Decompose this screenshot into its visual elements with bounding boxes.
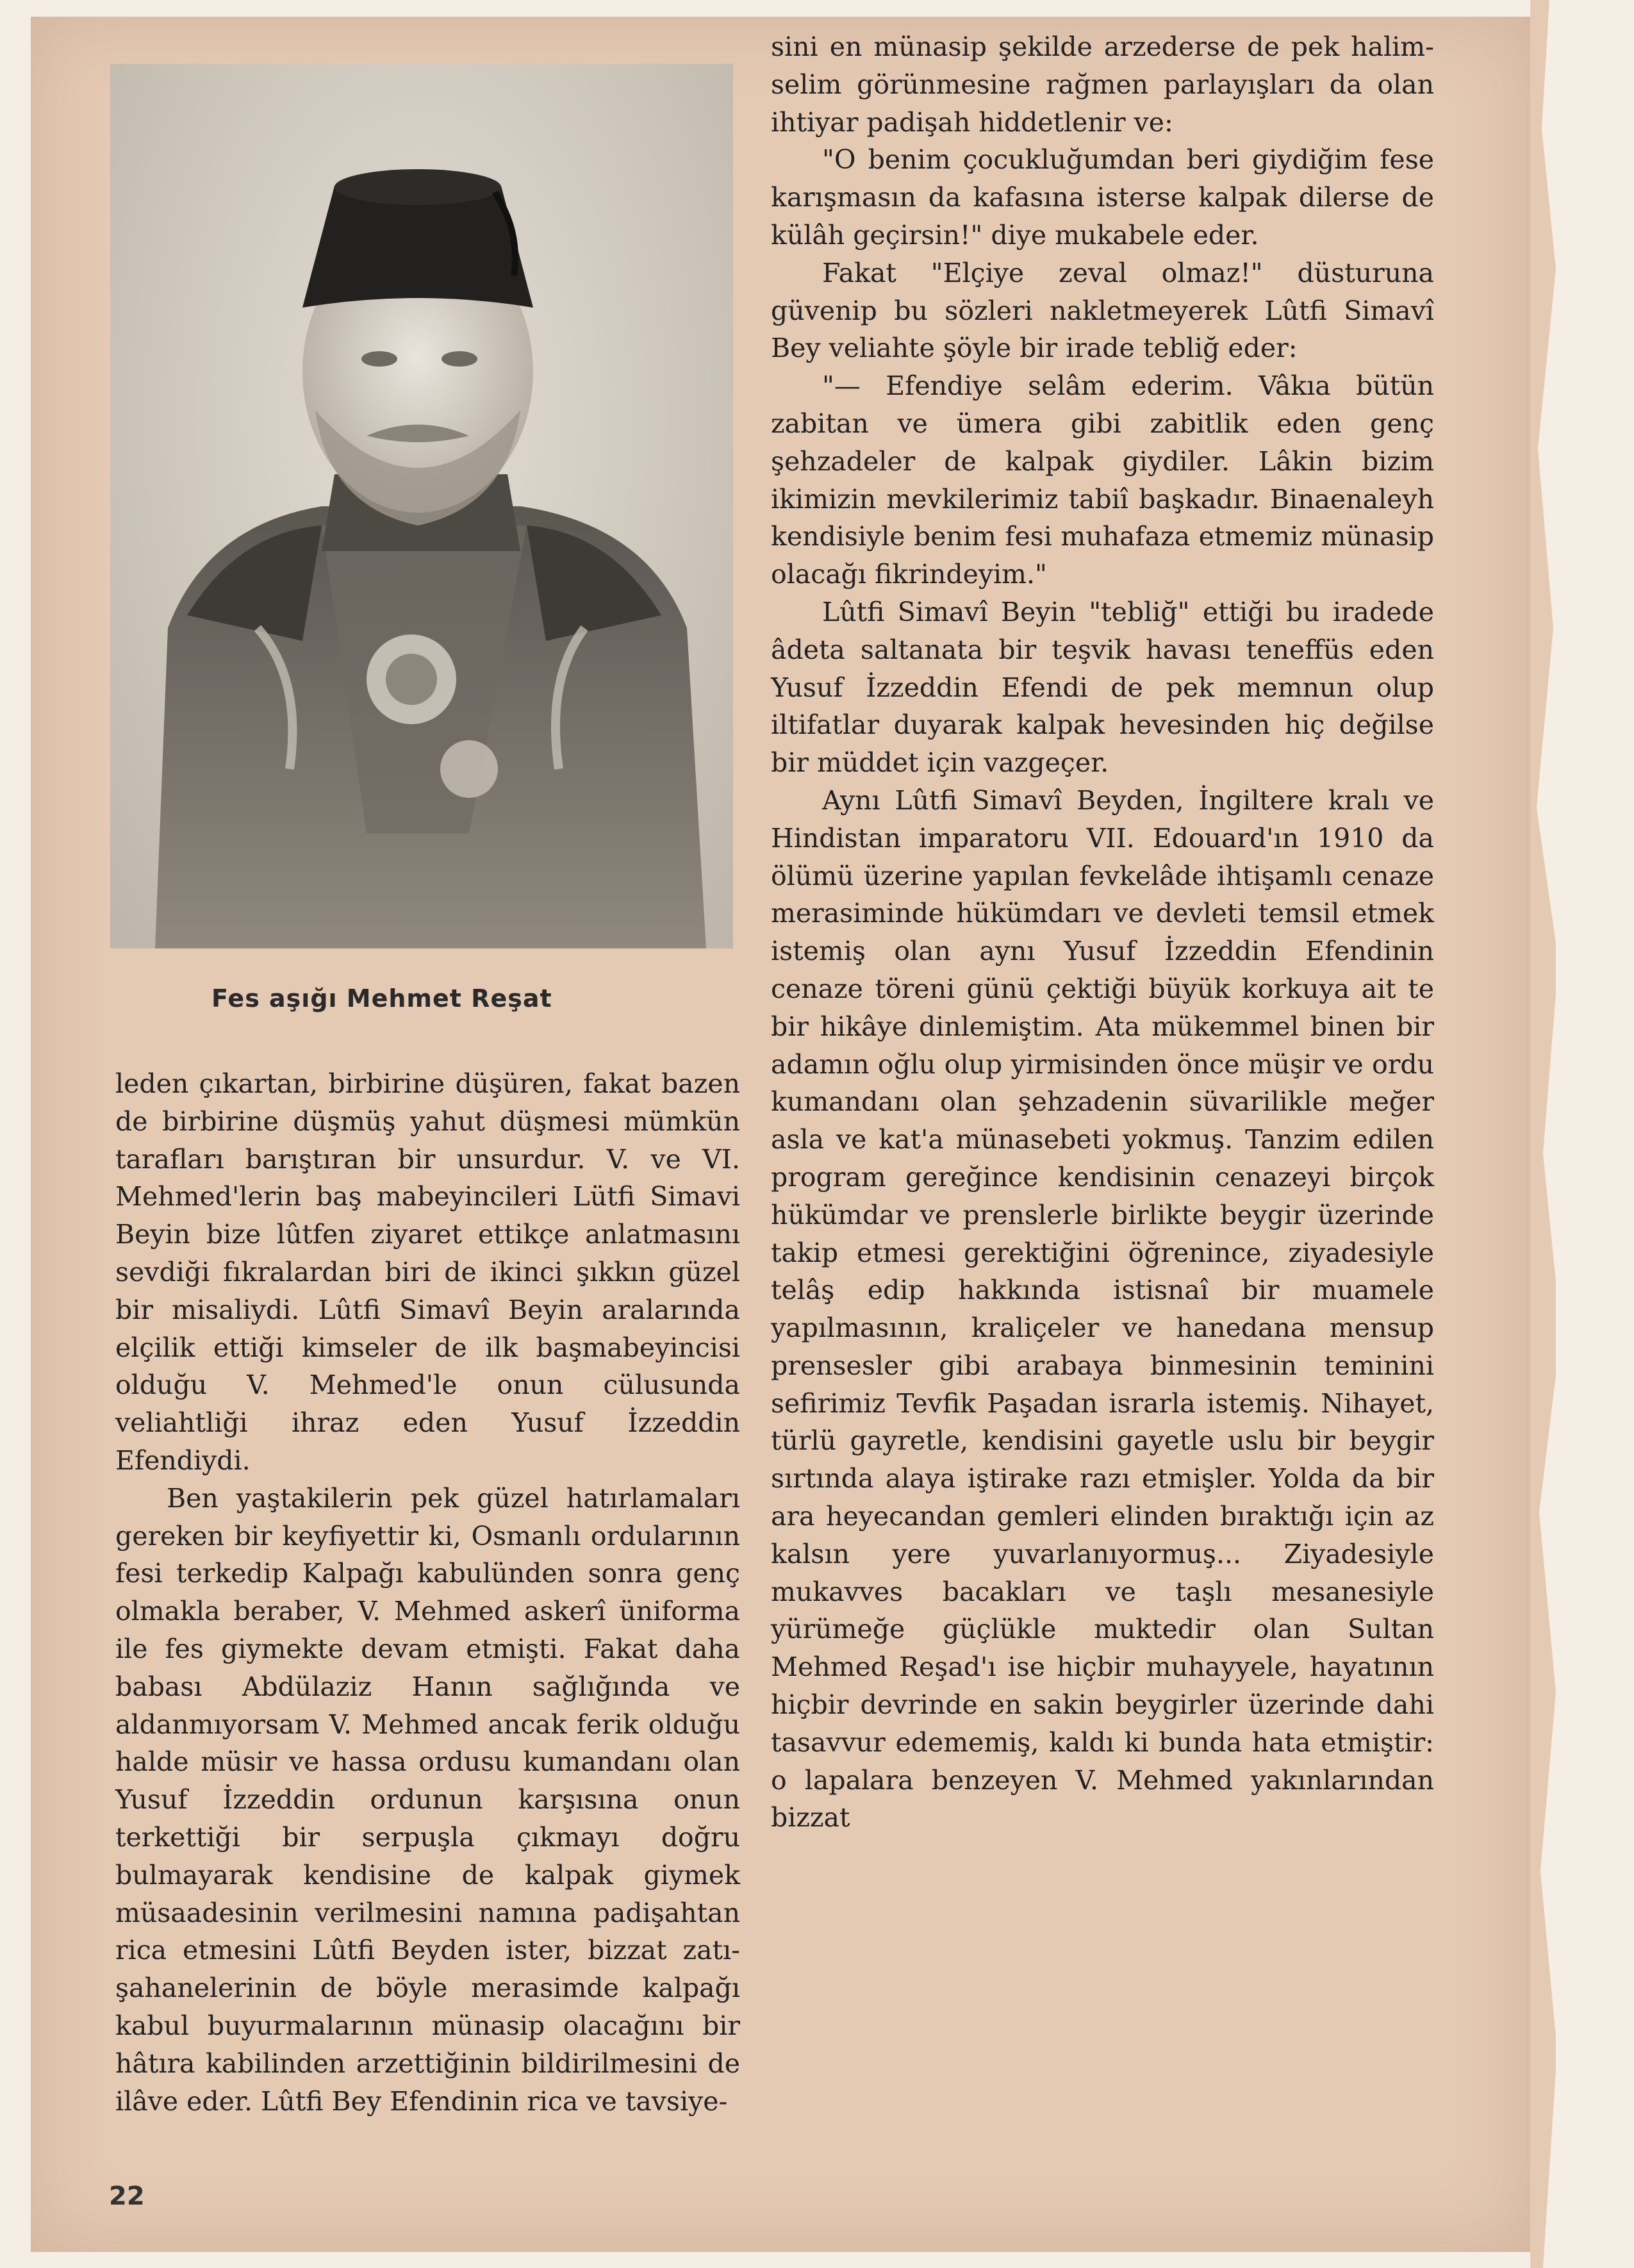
right-text-column [771,28,1434,1837]
photo-caption: Fes aşığı Mehmet Reşat [211,984,552,1013]
page-number: 22 [109,2181,145,2211]
torn-edge [1530,0,1634,2268]
paragraph: sini en münasip şekilde arzederse de pek halim-selim görünmesine rağmen parlayışları da olan ihtiyar padişah hiddetlenir ve: [771,31,1434,138]
portrait-photo [110,64,733,948]
paragraph: Ben yaştakilerin pek güzel hatırlamaları gereken bir keyfiyettir ki, Osmanlı ordularının fesi terkedip Kalpağı kabulünden sonra genç olmakla beraber, V. Mehmed askerî üniforma ile fes giymekte devam etmişti. Fakat daha babası Abdülaziz Hanın sağlığında ve aldanmıyorsam V. Mehmed ancak ferik olduğu halde müsir ve hassa ordusu kumandanı olan Yusuf İzzeddin ordunun karşısına onun terkettiği bir serpuşla çıkmayı doğru bulmayarak kendisine de kalpak giymek müsaadesinin verilmesini namına padişahtan rica etmesini Lûtfi Beyden ister, bizzat zatı-şahanelerinin de böyle merasimde kalpağı kabul buyurmalarının münasip olacağını bir hâtıra kabilinden arzettiğinin bildirilmesini de ilâve eder. Lûtfi Bey Efendinin rica ve tavsiye- [115,1482,740,2117]
paragraph: "O benim çocukluğumdan beri giydiğim fese karışmasın da kafasına isterse kalpak dilerse de külâh geçirsin!" diye mukabele eder. [771,144,1434,251]
paragraph: "— Efendiye selâm ederim. Vâkıa bütün zabitan ve ümera gibi zabitlik eden genç şehzadeler de kalpak giydiler. Lâkin bizim ikimizin mevkilerimiz tabiî başkadır. Binaenaleyh kendisiyle benim fesi muhafaza etmemiz münasip olacağı fikrindeyim." [771,370,1434,590]
left-text-column [115,1065,740,2120]
paragraph: Fakat "Elçiye zeval olmaz!" düsturuna güvenip bu sözleri nakletmeyerek Lûtfi Simavî Bey veliahte şöyle bir irade tebliğ eder: [771,257,1434,364]
paragraph: Aynı Lûtfi Simavî Beyden, İngiltere kralı ve Hindistan imparatoru VII. Edouard'ın 1910 da ölümü üzerine yapılan fevkelâde ihtişamlı cenaze merasiminde hükümdarı ve devleti temsil etmek istemiş olan aynı Yusuf İzzeddin Efendinin cenaze töreni günü çektiği büyük korkuya ait te bir hikâye dinlemiştim. Ata mükemmel binen bir adamın oğlu olup yirmisinden önce müşir ve ordu kumandanı olan şehzadenin süvarilikle meğer asla ve kat'a münasebeti yokmuş. Tanzim edilen program gereğince kendisinin cenazeyi birçok hükümdar ve prenslerle birlikte beygir üzerinde takip etmesi gerektiğini öğrenince, ziyadesiyle telâş edip hakkında istisnaî bir muamele yapılmasının, kraliçeler ve hanedana mensup prensesler gibi arabaya binmesinin teminini sefirimiz Tevfik Paşadan israrla istemiş. Nihayet, türlü gayretle, kendisini gayetle uslu bir beygir sırtında alaya iştirake razı etmişler. Yolda da bir ara heyecandan gemleri elinden bıraktığı için az kalsın yere yuvarlanıyormuş... Ziyadesiyle mukavves bacakları ve taşlı mesanesiyle yürümeğe güçlükle muktedir olan Sultan Mehmed Reşad'ı ise hiçbir muhayyele, hayatının hiçbir devrinde en sakin beygirler üzerinde dahi tasavvur edememiş, kaldı ki bunda hata etmiştir: o lapalara benzeyen V. Mehmed yakınlarından bizzat [771,784,1434,1833]
paragraph: leden çıkartan, birbirine düşüren, fakat bazen de birbirine düşmüş yahut düşmesi mümkün tarafları barıştıran bir unsurdur. V. ve VI. Mehmed'lerin baş mabeyincileri Lütfi Simavi Beyin bize lûtfen ziyaret ettikçe anlatmasını sevdiği fıkralardan biri de ikinci şıkkın güzel bir misaliydi. Lûtfi Simavî Beyin aralarında elçilik ettiği kimseler de ilk başmabeyincisi olduğu V. Mehmed'le onun cülusunda veliahtliği ihraz eden Yusuf İzzeddin Efendiydi. [115,1068,740,1476]
paragraph: Lûtfi Simavî Beyin "tebliğ" ettiği bu iradede âdeta saltanata bir teşvik havası teneffüs eden Yusuf İzzeddin Efendi de pek memnun olup iltifatlar duyarak kalpak hevesinden hiç değilse bir müddet için vazgeçer. [771,596,1434,779]
portrait-illustration [110,64,733,948]
